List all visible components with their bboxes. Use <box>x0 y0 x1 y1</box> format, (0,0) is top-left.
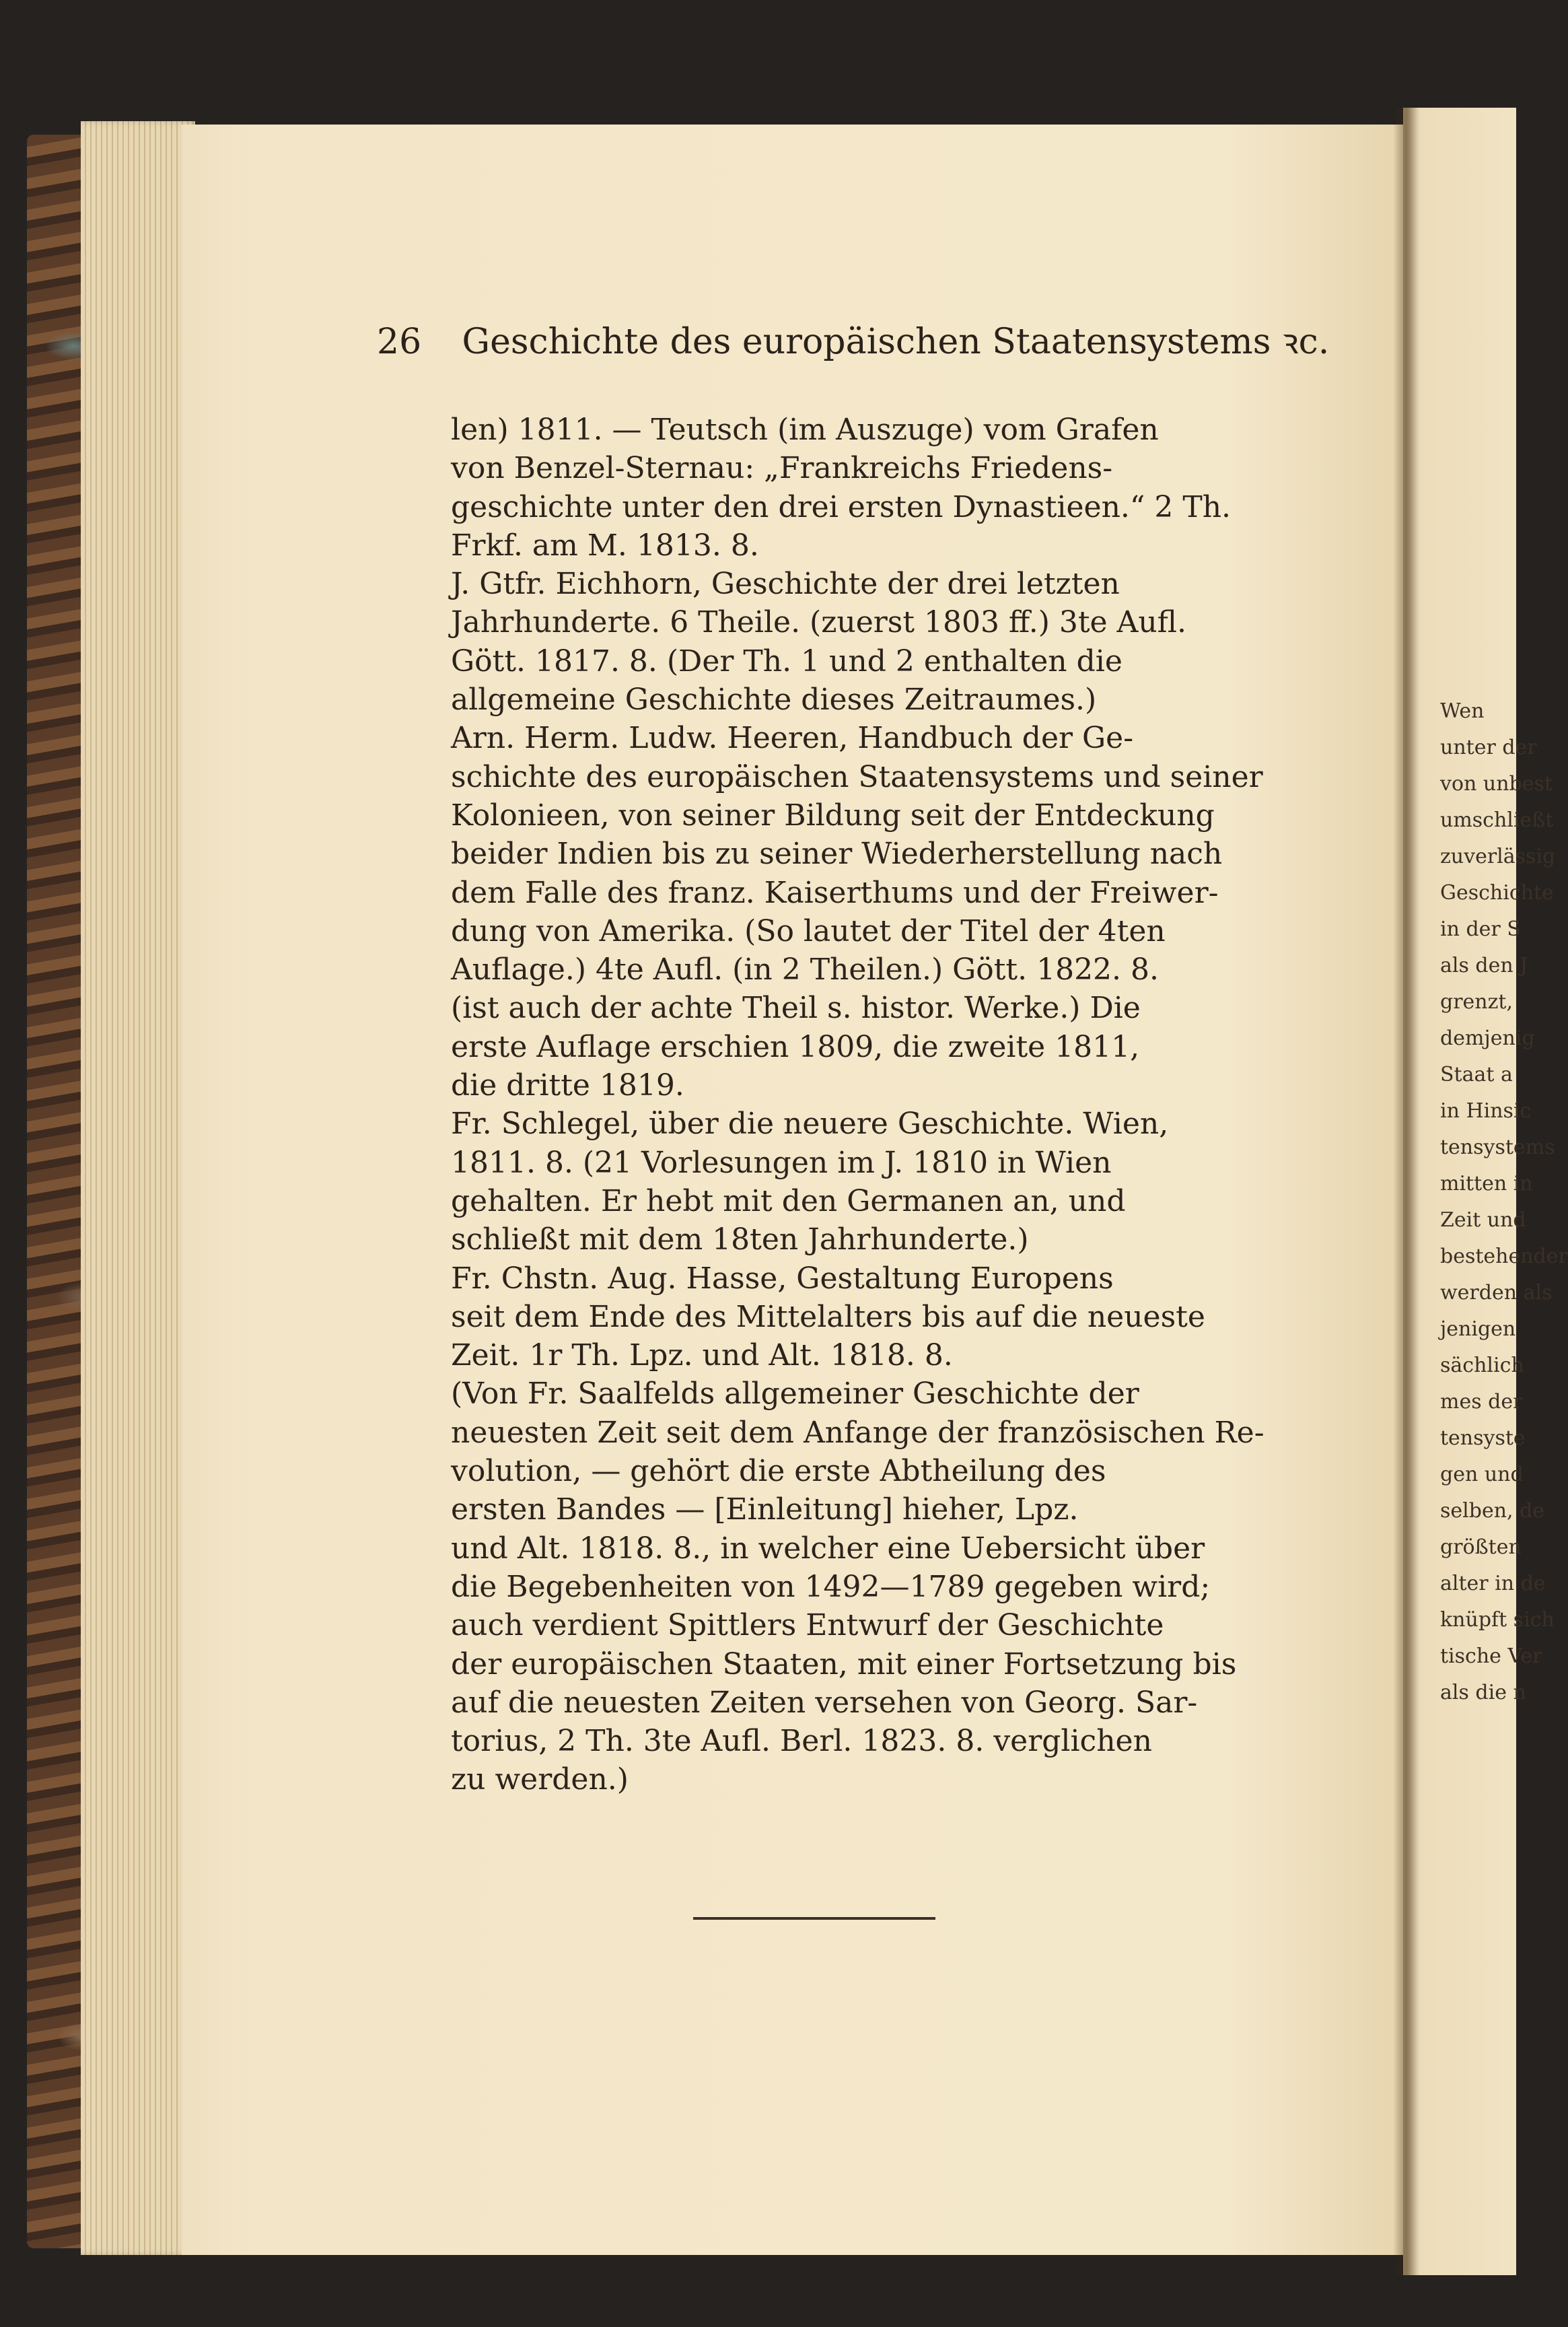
next-page-line: werden als <box>1440 1281 1553 1305</box>
text-line: gehalten. Er hebt mit den Germanen an, und <box>451 1183 1126 1218</box>
next-page-line: größten <box>1440 1535 1522 1559</box>
running-head: Geschichte des europäischen Staatensystems ꝛc. <box>462 322 1330 362</box>
text-line: von Benzel-Sternau: „Frankreichs Friedens- <box>451 451 1113 486</box>
next-page-line: Zeit und <box>1440 1208 1526 1232</box>
next-page-fragments <box>1440 693 1568 1711</box>
text-line: auch verdient Spittlers Entwurf der Geschichte <box>451 1608 1164 1643</box>
next-page-line: in der S <box>1440 917 1521 941</box>
next-page-line: als den J <box>1440 954 1528 977</box>
text-line: volution, — gehört die erste Abtheilung des <box>451 1454 1106 1489</box>
next-page-line: mes der <box>1440 1390 1523 1414</box>
text-line: Fr. Schlegel, über die neuere Geschichte. Wien, <box>451 1107 1169 1142</box>
text-line: schließt mit dem 18ten Jahrhunderte.) <box>451 1222 1029 1257</box>
text-line: (Von Fr. Saalfelds allgemeiner Geschichte der <box>451 1377 1139 1412</box>
next-page-line: alter in de <box>1440 1572 1546 1595</box>
section-rule <box>693 1917 935 1920</box>
text-line: (ist auch der achte Theil s. histor. Werke.) Die <box>451 991 1141 1026</box>
text-line: die dritte 1819. <box>451 1068 684 1103</box>
next-page-line: knüpft sich <box>1440 1608 1555 1632</box>
text-line: dung von Amerika. (So lautet der Titel der 4ten <box>451 913 1166 948</box>
text-line: erste Auflage erschien 1809, die zweite 1811, <box>451 1029 1140 1064</box>
text-line: Jahrhunderte. 6 Theile. (zuerst 1803 ff.) 3te Aufl. <box>451 605 1186 640</box>
next-page-line: sächlich <box>1440 1354 1524 1377</box>
next-page-line: umschließt <box>1440 808 1554 832</box>
text-line: dem Falle des franz. Kaiserthums und der Freiwer- <box>451 875 1219 910</box>
next-page-line: tensystems <box>1440 1136 1555 1159</box>
body-text <box>451 411 1279 1799</box>
next-page-line: unter der <box>1440 736 1537 759</box>
text-line: Zeit. 1r Th. Lpz. und Alt. 1818. 8. <box>451 1338 953 1373</box>
text-line: die Begebenheiten von 1492—1789 gegeben wird; <box>451 1569 1211 1604</box>
text-line: seit dem Ende des Mittelalters bis auf die neueste <box>451 1299 1205 1334</box>
next-page-line: als die n <box>1440 1681 1526 1704</box>
text-line: allgemeine Geschichte dieses Zeitraumes.) <box>451 683 1097 718</box>
next-page-line: gen und <box>1440 1463 1524 1486</box>
book-gutter <box>1393 108 1420 2275</box>
next-page-line: mitten in <box>1440 1172 1533 1195</box>
next-page-line: Geschichte <box>1440 881 1554 905</box>
text-line: Auflage.) 4te Aufl. (in 2 Theilen.) Gött. 1822. 8. <box>451 952 1160 987</box>
text-line: torius, 2 Th. 3te Aufl. Berl. 1823. 8. verglichen <box>451 1724 1152 1759</box>
page-edges <box>81 121 195 2255</box>
page-number: 26 <box>377 322 422 362</box>
text-line: J. Gtfr. Eichhorn, Geschichte der drei letzten <box>451 567 1120 602</box>
text-line: zu werden.) <box>451 1762 629 1797</box>
next-page-line: tensyste <box>1440 1426 1526 1450</box>
next-page-line: Staat a <box>1440 1063 1513 1086</box>
text-line: Fr. Chstn. Aug. Hasse, Gestaltung Europens <box>451 1261 1114 1296</box>
next-page-line: Wen <box>1440 699 1485 723</box>
next-page-line: bestehender <box>1440 1245 1568 1268</box>
next-page-line: grenzt, <box>1440 990 1513 1014</box>
text-line: len) 1811. — Teutsch (im Auszuge) vom Grafen <box>451 413 1159 447</box>
text-line: ersten Bandes — [Einleitung] hieher, Lpz. <box>451 1492 1079 1527</box>
text-line: 1811. 8. (21 Vorlesungen im J. 1810 in Wien <box>451 1145 1112 1180</box>
text-line: der europäischen Staaten, mit einer Fortsetzung bis <box>451 1646 1237 1681</box>
next-page-line: von unbest <box>1440 772 1553 796</box>
next-page-line: jenigen <box>1440 1317 1516 1341</box>
page-header <box>377 316 1330 370</box>
next-page-line: tische Ver <box>1440 1644 1542 1668</box>
next-page-line: in Hinsic <box>1440 1099 1532 1123</box>
text-line: Arn. Herm. Ludw. Heeren, Handbuch der Ge- <box>451 721 1134 756</box>
next-page-line: zuverlässig <box>1440 845 1556 868</box>
text-line: neuesten Zeit seit dem Anfange der französischen Re- <box>451 1415 1264 1450</box>
text-line: Frkf. am M. 1813. 8. <box>451 528 759 563</box>
text-line: geschichte unter den drei ersten Dynastieen.“ 2 Th. <box>451 489 1232 524</box>
next-page-line: selben, de <box>1440 1499 1545 1523</box>
text-line: und Alt. 1818. 8., in welcher eine Uebersicht über <box>451 1531 1205 1566</box>
text-line: schichte des europäischen Staatensystems und seiner <box>451 759 1263 794</box>
next-page-line: demjenig <box>1440 1027 1535 1050</box>
text-line: auf die neuesten Zeiten versehen von Georg. Sar- <box>451 1685 1198 1720</box>
text-line: Kolonieen, von seiner Bildung seit der Entdeckung <box>451 798 1215 833</box>
text-line: beider Indien bis zu seiner Wiederherstellung nach <box>451 837 1223 872</box>
text-line: Gött. 1817. 8. (Der Th. 1 und 2 enthalten die <box>451 644 1122 679</box>
